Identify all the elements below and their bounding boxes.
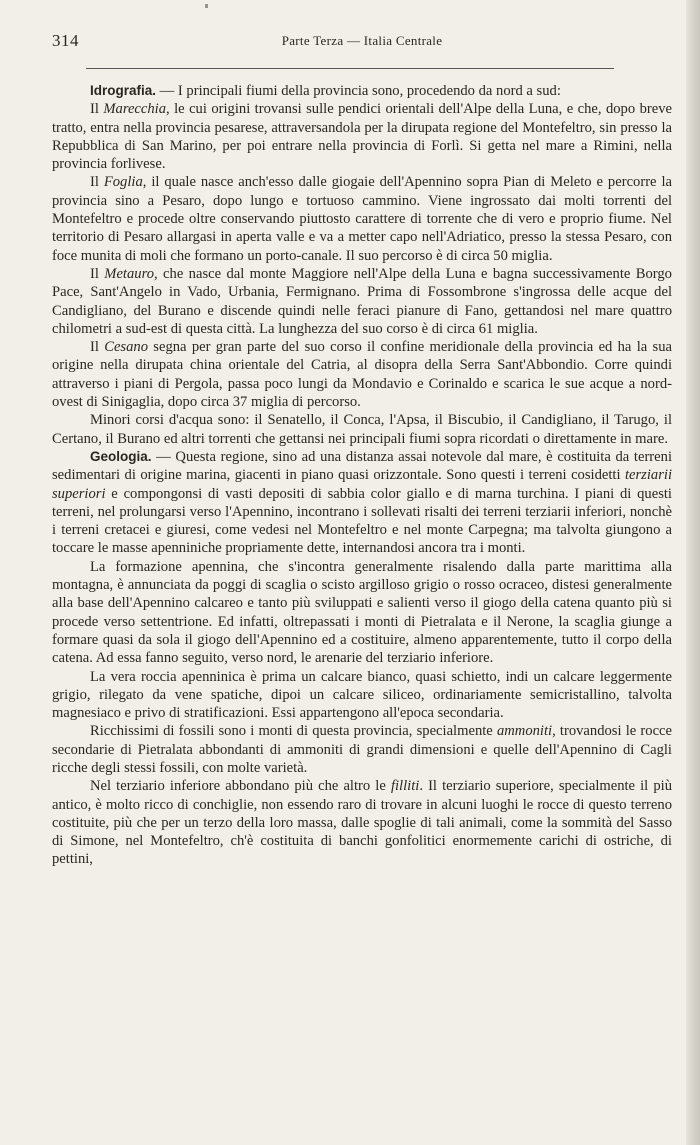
river-name-marecchia: Marecchia: [103, 101, 167, 118]
emphasis-filliti: filliti: [390, 778, 420, 795]
hydrography-intro-text: — I principali fiumi della provincia sono, procedendo da nord a sud:: [156, 83, 561, 99]
paragraph-fossili: [52, 722, 672, 777]
paragraph-text: Ricchissimi di fossili sono i monti di questa provincia, specialmente: [90, 723, 497, 740]
paragraph-text: — Questa regione, sino ad una distanza assai notevole dal mare, è costituita da terreni sedimentari di origine marina, giacenti in piano quasi orizzontale. Sono questi i terreni cosidetti: [52, 448, 672, 484]
paragraph-metauro: [52, 265, 672, 338]
section-title-geologia: Geologia.: [90, 448, 152, 464]
lead: Il: [90, 265, 105, 282]
paragraph-text: , le cui origini trovansi sulle pendici orientali dell'Alpe della Luna, e che, dopo breve tratto, entra nella provincia pesarese, attraversandola per la dirupata regione del Montefeltro, sin presso la Repubblica di San Marino, per poi entrare nella provincia di Forlì. Si getta nel mare a Rimini, nella provincia forlivese.: [52, 101, 672, 173]
paragraph-text: segna per gran parte del suo corso il confine meridionale della provincia ed ha la sua origine nella dirupata china orientale del Catria, al disopra della Serra Sant'Abbondio. Corre quindi attraverso i piani di Pergola, passa poco lungi da Mondavio e Corinaldo e scarica le sue acque a nord-ovest di Sinigaglia, dopo circa 37 miglia di percorso.: [52, 339, 672, 411]
paragraph-text: Nel terziario inferiore abbondano più che altro le: [90, 778, 391, 795]
river-name-cesano: Cesano: [104, 339, 148, 356]
paragraph-marecchia: [52, 100, 672, 173]
paragraph-terziario: [52, 777, 672, 868]
paragraph-text: , il quale nasce anch'esso dalle giogaie dell'Apennino sopra Pian di Meleto e percorre la provincia sino a Pesaro, dopo lungo e tortuoso cammino. Viene ingrossato dai molti torrenti del Montefeltro e procede oltre conservando piuttosto carattere di torrente che di vero e proprio fiume. Nel territorio di Pesaro allargasi in aperta valle e va a metter capo nell'Adriatico, presso la stessa Pesaro, con foce munita di moli che formano un porto-canale. Il suo percorso è di circa 50 miglia.: [52, 174, 672, 264]
paragraph-text: . Il terziario superiore, specialmente il più antico, è molto ricco di conchiglie, non essendo raro di trovare in alcuni luoghi le rocce di questo terreno costituite, più che per un terzo della loro massa, dalle spoglie di tali animali, come la sommità del Sasso di Simone, nel Montefeltro, ch'è costituita di banchi gonfolitici enormemente carichi di ostriche, di pettini,: [52, 778, 672, 868]
paragraph-text: , trovandosi le rocce secondarie di Pietralata abbondanti di ammoniti di grandi dimensioni e quelle dell'Apennino di Cagli ricche degli stessi fossili, con molte varietà.: [52, 723, 672, 776]
paragraph-formazione: La formazione apennina, che s'incontra generalmente risalendo dalla parte marittima alla montagna, è annunciata da poggi di scaglia o scisto argilloso grigio o rosso ocraceo, distesi generalmente alla base dell'Apennino calcareo e tanto più sviluppati e salienti verso il giogo della catena quanto più si procede verso settentrione. Ed infatti, oltrepassati i monti di Pietralata e il Nerone, la scaglia giunge a formare quasi da sola il giogo dell'Apennino ed a costituire, almeno apparentemente, tutto il corpo della catena. Ad essa fanno seguito, verso nord, le arenarie del terziario inferiore.: [52, 558, 672, 667]
page-body: [52, 82, 672, 869]
paragraph-text: , che nasce dal monte Maggiore nell'Alpe della Luna e bagna successivamente Borgo Pace, Sant'Angelo in Vado, Urbania, Fermignano. Prima di Fossombrone s'ingrossa delle acque del Candigliano, del Burano e discende quindi nelle feraci pianure di Fano, gettandosi nel mare quattro chilometri a sud-est di questa città. La lunghezza del suo corso è di circa 61 miglia.: [52, 265, 672, 337]
geology-intro: [52, 448, 672, 558]
paragraph-foglia: [52, 173, 672, 264]
paragraph-roccia: La vera roccia apenninica è prima un calcare bianco, quasi schietto, indi un calcare leggermente grigio, rilegato da vene spatiche, dipoi un calcare siliceo, ordinariamente semicristallino, talvolta magnesiaco e privo di stratificazioni. Essi appartengono all'epoca secondaria.: [52, 668, 672, 722]
hydrography-intro: [52, 82, 672, 100]
header-rule: [86, 68, 614, 69]
emphasis-terziarii: terziarii superiori: [52, 467, 672, 502]
page-number: 314: [52, 31, 79, 50]
page-edge-shadow: [686, 0, 700, 1145]
river-name-metauro: Metauro: [104, 265, 155, 282]
paragraph-minori: Minori corsi d'acqua sono: il Senatello, il Conca, l'Apsa, il Biscubio, il Candigliano, il Tarugo, il Certano, il Burano ed altri torrenti che gettansi nei principali fiumi sopra ricordati o direttamente in mare.: [52, 412, 672, 447]
river-name-foglia: Foglia: [103, 174, 143, 191]
paragraph-cesano: [52, 338, 672, 411]
section-title-idrografia: Idrografia.: [90, 83, 157, 98]
page-header: [52, 31, 672, 53]
lead: Il: [90, 339, 105, 356]
running-title: Parte Terza — Italia Centrale: [281, 33, 443, 48]
emphasis-ammoniti: ammoniti: [496, 723, 553, 740]
scan-speck: [205, 4, 208, 8]
lead: Il: [90, 174, 104, 191]
paragraph-text: e compongonsi di vasti depositi di sabbia color giallo e di marna turchina. I piani di questi terreni, nel prolungarsi verso l'Apennino, incontrano i sollevati risalti dei terreni terziarii inferiori, nonchè i terreni cretacei e giuresi, come vedesi nel Montefeltro e nel monte Carpegna; ma talvolta giungono a toccare le masse apenniniche propriamente dette, internandosi ancora tra i monti.: [52, 485, 672, 557]
lead: Il: [90, 101, 104, 118]
